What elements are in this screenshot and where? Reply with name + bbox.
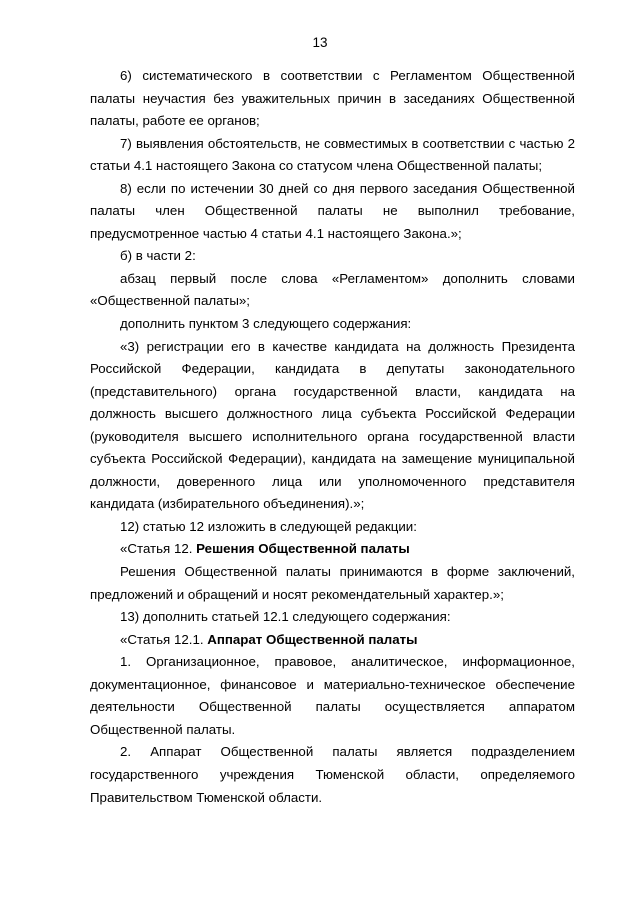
paragraph-item-12: 12) статью 12 изложить в следующей редакции: xyxy=(120,518,417,534)
article-12-1-title: Аппарат Общественной палаты xyxy=(207,631,418,647)
paragraph-item-7: 7) выявления обстоятельств, не совместимых в соответствии с частью 2 статьи 4.1 настоящего Закона со статусом члена Общественной палаты; xyxy=(90,135,575,174)
paragraph-point-3-text: «3) регистрации его в качестве кандидата на должность Президента Российской Федерации, кандидата в депутаты законодательного (представительного) органа государственной власти, кандидата на должность высшего должностного лица субъекта Российской Федерации (руководителя высшего исполнительного органа государственной власти субъекта Российской Федерации), кандидата на замещение муниципальной должности, доверенного лица или уполномоченного представителя кандидата (избирательного объединения).»; xyxy=(90,338,575,512)
page-number: 13 xyxy=(312,35,328,50)
paragraph-item-13: 13) дополнить статьей 12.1 следующего содержания: xyxy=(120,609,451,625)
paragraph-item-8: 8) если по истечении 30 дней со дня первого заседания Общественной палаты член Общественной палаты не выполнил требование, предусмотренное частью 4 статьи 4.1 настоящего Закона.»; xyxy=(90,180,575,241)
paragraph-first-abzac: абзац первый после слова «Регламентом» дополнить словами «Общественной палаты»; xyxy=(90,270,575,309)
article-12-heading xyxy=(90,538,575,561)
paragraph-item-6: 6) систематического в соответствии с Регламентом Общественной палаты неучастия без уважительных причин в заседаниях Общественной палаты, работе ее органов; xyxy=(90,68,575,129)
article-12-1-prefix: «Статья 12.1. xyxy=(120,631,208,647)
paragraph-add-point-3: дополнить пунктом 3 следующего содержания: xyxy=(120,316,412,332)
article-12-prefix: «Статья 12. xyxy=(120,541,197,557)
article-12-1-part-2: 2. Аппарат Общественной палаты является подразделением государственного учреждения Тюменской области, определяемого Правительством Тюменской области. xyxy=(90,744,575,805)
article-12-title: Решения Общественной палаты xyxy=(196,541,410,557)
article-12-1-part-1: 1. Организационное, правовое, аналитическое, информационное, документационное, финансовое и материально-техническое обеспечение деятельности Общественной палаты осуществляется аппаратом Общественной палаты. xyxy=(90,654,575,737)
article-12-1-heading xyxy=(90,629,575,652)
paragraph-part-2: б) в части 2: xyxy=(120,248,196,264)
article-12-text: Решения Общественной палаты принимаются в форме заключений, предложений и обращений и носят рекомендательный характер.»; xyxy=(90,564,575,602)
document-body xyxy=(90,65,575,809)
